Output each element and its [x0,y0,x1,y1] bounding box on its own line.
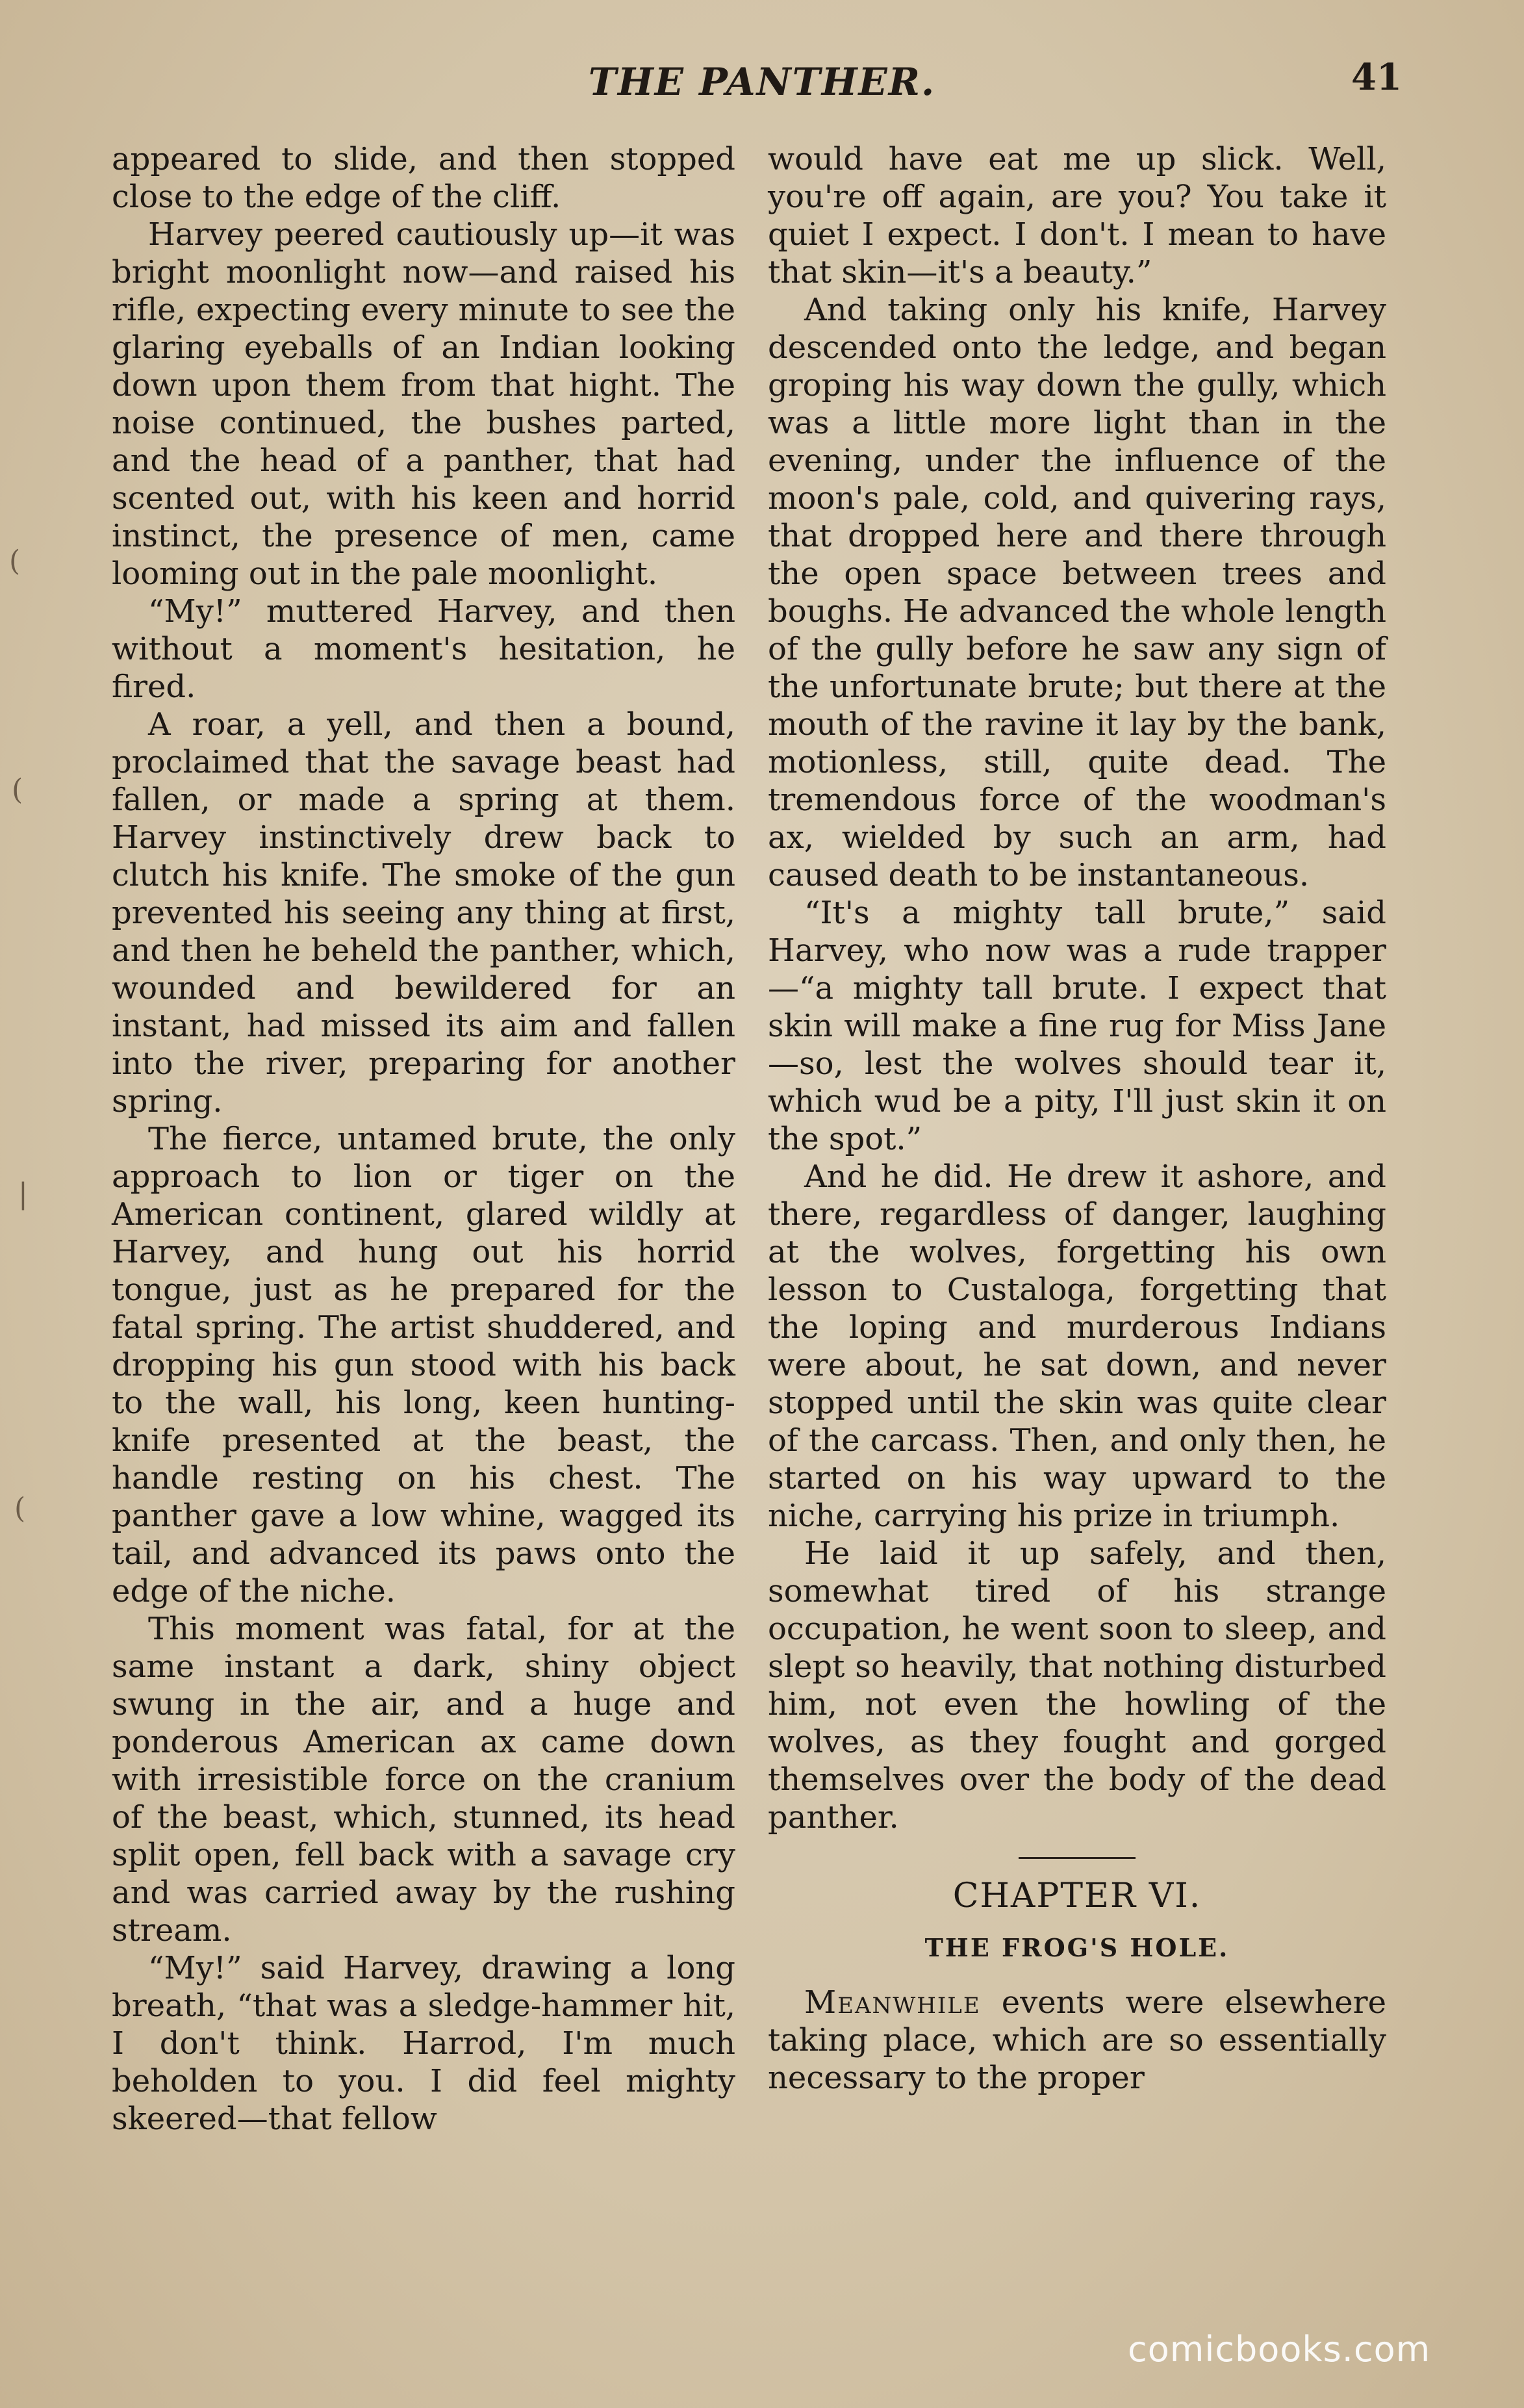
binding-mark: ( [12,773,23,806]
chapter-title: CHAPTER VI. [952,1876,1202,1915]
paragraph: “It's a mighty tall brute,” said Harvey, who now was a rude trapper—“a mighty tall brute. I expect that skin will make a fine rug for Miss Jane—so, lest the wolves should tear it, which wud be a pity, I'll just skin it on the spot.” [768,895,1386,1157]
running-header-title: THE PANTHER. [588,60,936,104]
paragraph: And he did. He drew it ashore, and there, regardless of danger, laughing at the wolves, forgetting his own lesson to Custaloga, forgetting that the loping and murderous Indians were about, he sat down, and never stopped until the skin was quite clear of the carcass. Then, and only then, he started on his way upward to the niche, carrying his prize in triumph. [768,1159,1386,1534]
chapter-opening-paragraph [768,1984,1386,2097]
binding-mark: ( [9,544,21,578]
paragraph: And taking only his knife, Harvey descended onto the ledge, and began groping his way down the gully, which was a little more light than in the evening, under the influence of the moon's pale, cold, and quivering rays, that dropped here and there through the open space between trees and boughs. He advanced the whole length of the gully before he saw any sign of the unfortunate brute; but there at the mouth of the ravine it lay by the bank, motionless, still, quite dead. The tremendous force of the woodman's ax, wielded by such an arm, had caused death to be instantaneous. [768,292,1386,893]
page-number: 41 [1351,56,1402,99]
paragraph: would have eat me up slick. Well, you're off again, are you? You take it quiet I expect. I don't. I mean to have that skin—it's a beauty.” [768,141,1386,290]
paragraph: This moment was fatal, for at the same instant a dark, shiny object swung in the air, and a huge and ponderous American ax came down with irresistible force on the cranium of the beast, which, stunned, its head split open, fell back with a savage cry and was carried away by the rushing stream. [112,1611,735,1949]
paragraph: He laid it up safely, and then, somewhat tired of his strange occupation, he went soon to sleep, and slept so heavily, that nothing disturbed him, not even the howling of the wolves, as they fought and gorged themselves over the body of the dead panther. [768,1535,1386,1836]
left-column [112,140,735,2138]
chapter-lead-word: Meanwhile [804,1984,981,2021]
right-column [768,140,1386,2097]
chapter-subtitle: THE FROG'S HOLE. [924,1933,1230,1962]
binding-mark: | [18,1177,28,1210]
chapter-divider [1019,1857,1136,1859]
paragraph: A roar, a yell, and then a bound, proclaimed that the savage beast had fallen, or made a spring at them. Harvey instinctively drew back to clutch his knife. The smoke of the gun prevented his seeing any thing at first, and then he beheld the panther, which, wounded and bewildered for an instant, had missed its aim and fallen into the river, preparing for another spring. [112,706,735,1120]
paragraph: “My!” said Harvey, drawing a long breath, “that was a sledge-hammer hit, I don't think. Harrod, I'm much beholden to you. I did feel mighty skeered—that fellow [112,1950,735,2137]
watermark: comicbooks.com [1128,2329,1431,2370]
binding-mark: ( [14,1492,26,1525]
paragraph: “My!” muttered Harvey, and then without a moment's hesitation, he fired. [112,593,735,705]
chapter-opening-text: events were elsewhere taking place, which are so essentially necessary to the proper [768,1984,1386,2096]
paragraph: The fierce, untamed brute, the only approach to lion or tiger on the American continent, glared wildly at Harvey, and hung out his horrid tongue, just as he prepared for the fatal spring. The artist shuddered, and dropping his gun stood with his back to the wall, his long, keen hunting-knife presented at the beast, the handle resting on his chest. The panther gave a low whine, wagged its tail, and advanced its paws onto the edge of the niche. [112,1121,735,1609]
paragraph: Harvey peered cautiously up—it was bright moonlight now—and raised his rifle, expecting every minute to see the glaring eyeballs of an Indian looking down upon them from that hight. The noise continued, the bushes parted, and the head of a panther, that had scented out, with his keen and horrid instinct, the presence of men, came looming out in the pale moonlight. [112,216,735,592]
paragraph: appeared to slide, and then stopped close to the edge of the cliff. [112,141,735,215]
